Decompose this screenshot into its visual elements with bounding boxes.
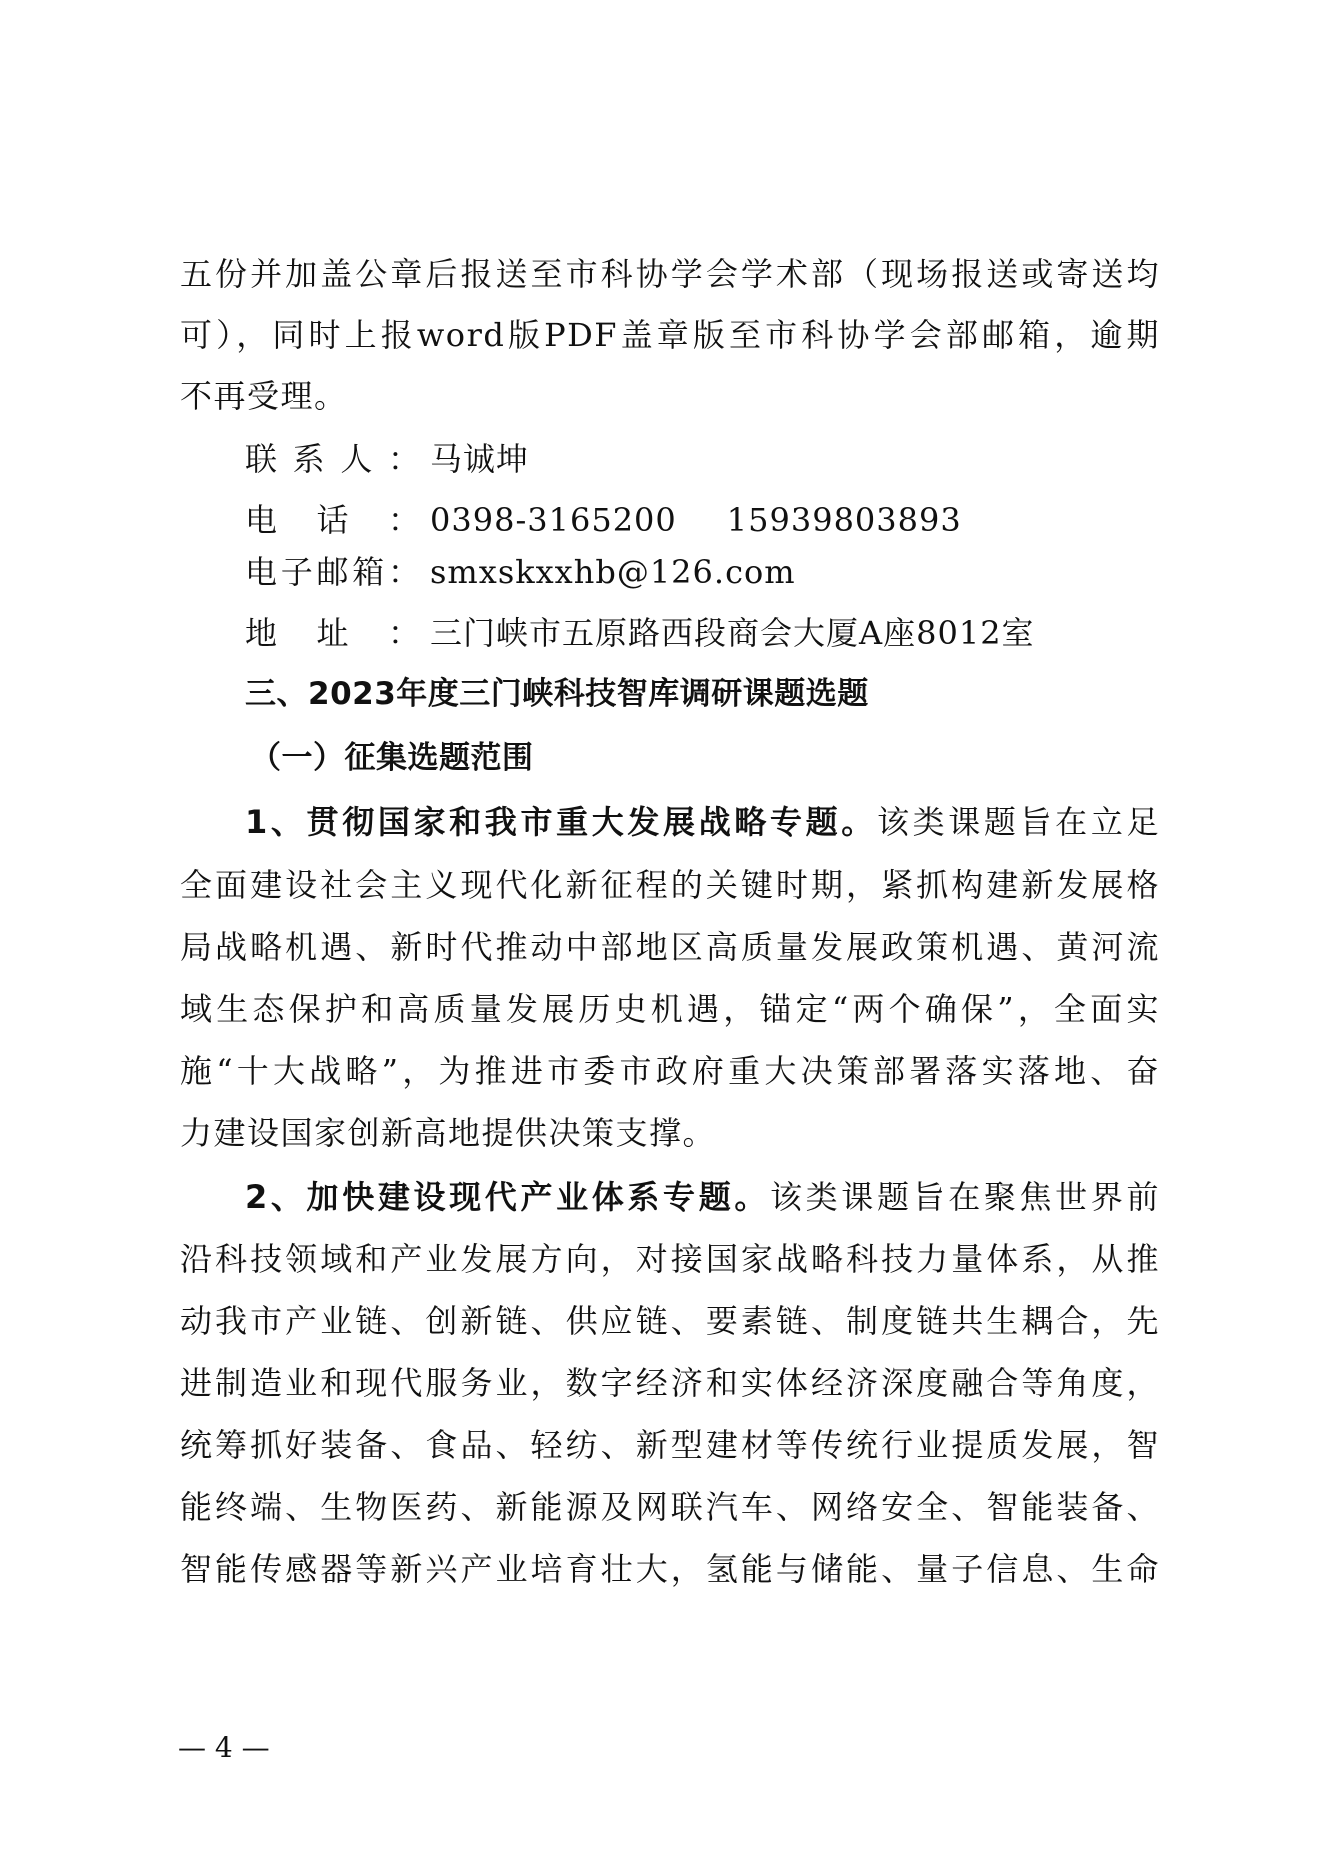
item-1-line-2: 全面建设社会主义现代化新征程的关键时期，紧抓构建新发展格	[180, 866, 1160, 904]
contact-address-value: 三门峡市五原路西段商会大厦A座8012室	[430, 614, 1035, 652]
intro-line-3: 不再受理。	[180, 377, 348, 415]
intro-line-1: 五份并加盖公章后报送至市科协学会学术部（现场报送或寄送均	[180, 255, 1160, 293]
item-2-line-3: 动我市产业链、创新链、供应链、要素链、制度链共生耦合，先	[180, 1302, 1160, 1340]
contact-person-row	[245, 437, 529, 481]
item-1-line-4: 域生态保护和高质量发展历史机遇，锚定“两个确保”，全面实	[180, 990, 1160, 1028]
item-2-line-5: 统筹抓好装备、食品、轻纺、新型建材等传统行业提质发展，智	[180, 1426, 1160, 1464]
item-1-line-5: 施“十大战略”，为推进市委市政府重大决策部署落实落地、奋	[180, 1052, 1160, 1090]
item-1-line-6: 力建设国家创新高地提供决策支撑。	[180, 1114, 717, 1152]
item-1-line-1-rest: 该类课题旨在立足	[876, 803, 1160, 841]
item-1-heading: 1、贯彻国家和我市重大发展战略专题。	[245, 803, 877, 841]
contact-phone-label: 电话：	[245, 501, 420, 539]
intro-line-2: 可），同时上报word版PDF盖章版至市科协学会部邮箱，逾期	[180, 316, 1160, 354]
item-1-line-1	[245, 800, 1160, 844]
section-3-title: 三、2023年度三门峡科技智库调研课题选题	[245, 676, 869, 712]
contact-phone-value-2: 15939803893	[726, 501, 962, 539]
contact-phone-row	[245, 498, 962, 542]
item-2-line-1-rest: 该类课题旨在聚焦世界前	[770, 1178, 1160, 1216]
contact-phone-value-1: 0398-3165200	[430, 501, 677, 539]
contact-address-label: 地址：	[245, 614, 420, 652]
contact-address-row	[245, 611, 1035, 655]
contact-person-value: 马诚坤	[430, 440, 530, 478]
contact-person-label: 联系人：	[245, 440, 420, 478]
item-2-line-7: 智能传感器等新兴产业培育壮大，氢能与储能、量子信息、生命	[180, 1550, 1160, 1588]
section-3-subtitle: （一）征集选题范围	[250, 740, 534, 776]
item-2-heading: 2、加快建设现代产业体系专题。	[245, 1178, 770, 1216]
item-2-line-4: 进制造业和现代服务业，数字经济和实体经济深度融合等角度，	[180, 1364, 1160, 1402]
item-2-line-6: 能终端、生物医药、新能源及网联汽车、网络安全、智能装备、	[180, 1488, 1160, 1526]
item-2-line-1	[245, 1175, 1160, 1219]
item-1-line-3: 局战略机遇、新时代推动中部地区高质量发展政策机遇、黄河流	[180, 928, 1160, 966]
item-2-line-2: 沿科技领域和产业发展方向，对接国家战略科技力量体系，从推	[180, 1240, 1160, 1278]
contact-email-row	[245, 550, 796, 594]
page-number: — 4 —	[178, 1731, 270, 1764]
contact-email-label: 电子邮箱：	[245, 553, 420, 591]
contact-email-value: smxskxxhb@126.com	[430, 553, 796, 591]
